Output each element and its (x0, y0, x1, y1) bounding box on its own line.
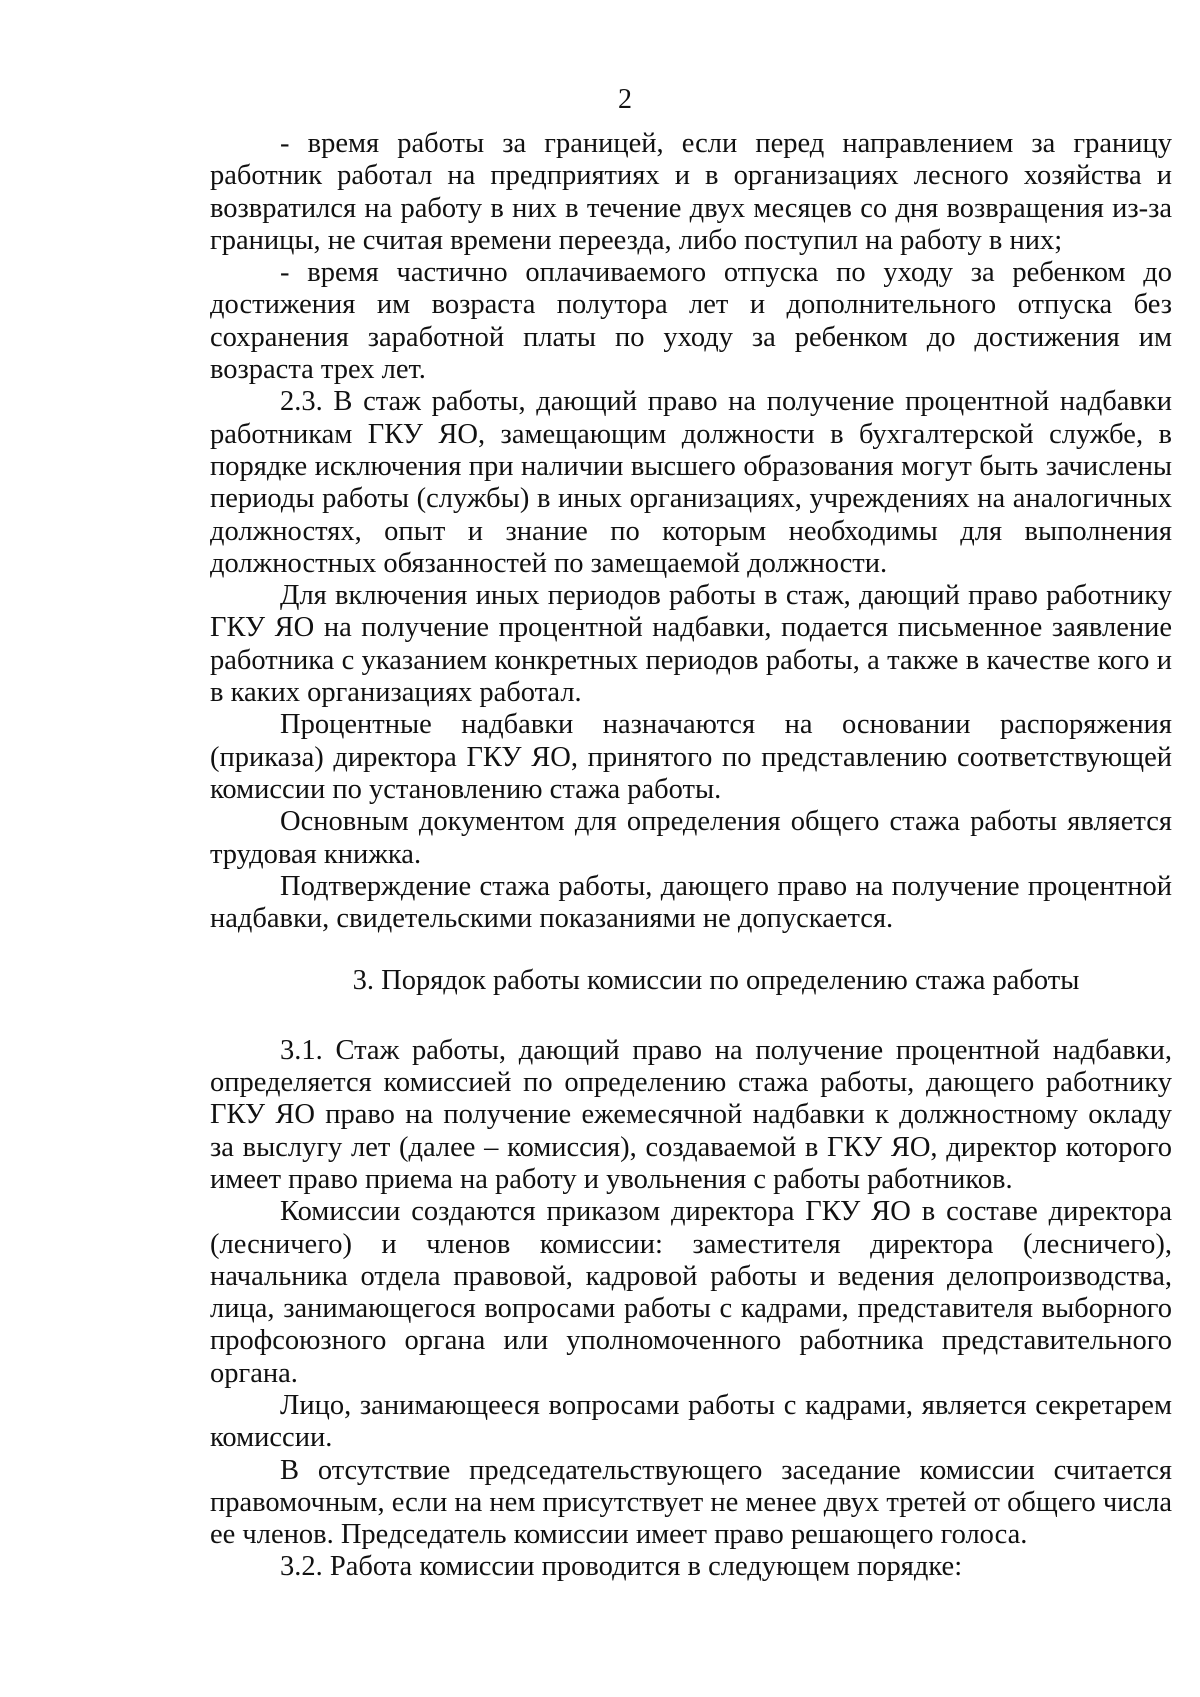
paragraph-commission-composition: Комиссии создаются приказом директора ГКУ ЯО в составе директора (лесничего) и членов комиссии: заместителя директора (лесничего), начальника отдела правовой, кадровой работы и ведения делопроизводства, лица, занимающегося вопросами работы с кадрами, представителя выборного профсоюзного органа или уполномоченного работника представительного органа. (210, 1196, 1172, 1389)
paragraph-abroad-work: - время работы за границей, если перед направлением за границу работник работал на предприятиях и в организациях лесного хозяйства и возвратился на работу в них в течение двух месяцев со дня возвращения из-за границы, не считая времени переезда, либо поступил на работу в них; (210, 128, 1172, 256)
paragraph-quorum: В отсутствие председательствующего заседание комиссии считается правомочным, если на нем присутствует не менее двух третей от общего числа ее членов. Председатель комиссии имеет право решающего голоса. (210, 1454, 1172, 1551)
document-body (210, 128, 1172, 1584)
paragraph-3-1: 3.1. Стаж работы, дающий право на получение процентной надбавки, определяется комиссией по определению стажа работы, дающего работнику ГКУ ЯО право на получение ежемесячной надбавки к должностному окладу за выслугу лет (далее – комиссия), создаваемой в ГКУ ЯО, директор которого имеет право приема на работу и увольнения с работы работников. (210, 1034, 1172, 1195)
paragraph-main-document: Основным документом для определения общего стажа работы является трудовая книжка. (210, 806, 1172, 870)
paragraph-2-3: 2.3. В стаж работы, дающий право на получение процентной надбавки работникам ГКУ ЯО, замещающим должности в бухгалтерской службе, в порядке исключения при наличии высшего образования могут быть зачислены периоды работы (службы) в иных организациях, учреждениях на аналогичных должностях, опыт и знание по которым необходимы для выполнения должностных обязанностей по замещаемой должности. (210, 386, 1172, 579)
paragraph-secretary: Лицо, занимающееся вопросами работы с кадрами, является секретарем комиссии. (210, 1389, 1172, 1454)
section-heading: 3. Порядок работы комиссии по определению стажа работы (352, 965, 1080, 997)
paragraph-other-periods: Для включения иных периодов работы в стаж, дающий право работнику ГКУ ЯО на получение процентной надбавки, подается письменное заявление работника с указанием конкретных периодов работы, а также в качестве кого и в каких организациях работал. (210, 580, 1172, 709)
paragraph-testimony: Подтверждение стажа работы, дающего право на получение процентной надбавки, свидетельскими показаниями не допускается. (210, 870, 1172, 935)
paragraph-3-2: 3.2. Работа комиссии проводится в следующем порядке: (280, 1551, 963, 1583)
paragraph-parental-leave: - время частично оплачиваемого отпуска по уходу за ребенком до достижения им возраста полутора лет и дополнительного отпуска без сохранения заработной платы по уходу за ребенком до достижения им возраста трех лет. (210, 257, 1172, 386)
paragraph-percentage-bonuses: Процентные надбавки назначаются на основании распоряжения (приказа) директора ГКУ ЯО, принятого по представлению соответствующей комиссии по установлению стажа работы. (210, 709, 1172, 805)
page-number: 2 (618, 84, 632, 115)
